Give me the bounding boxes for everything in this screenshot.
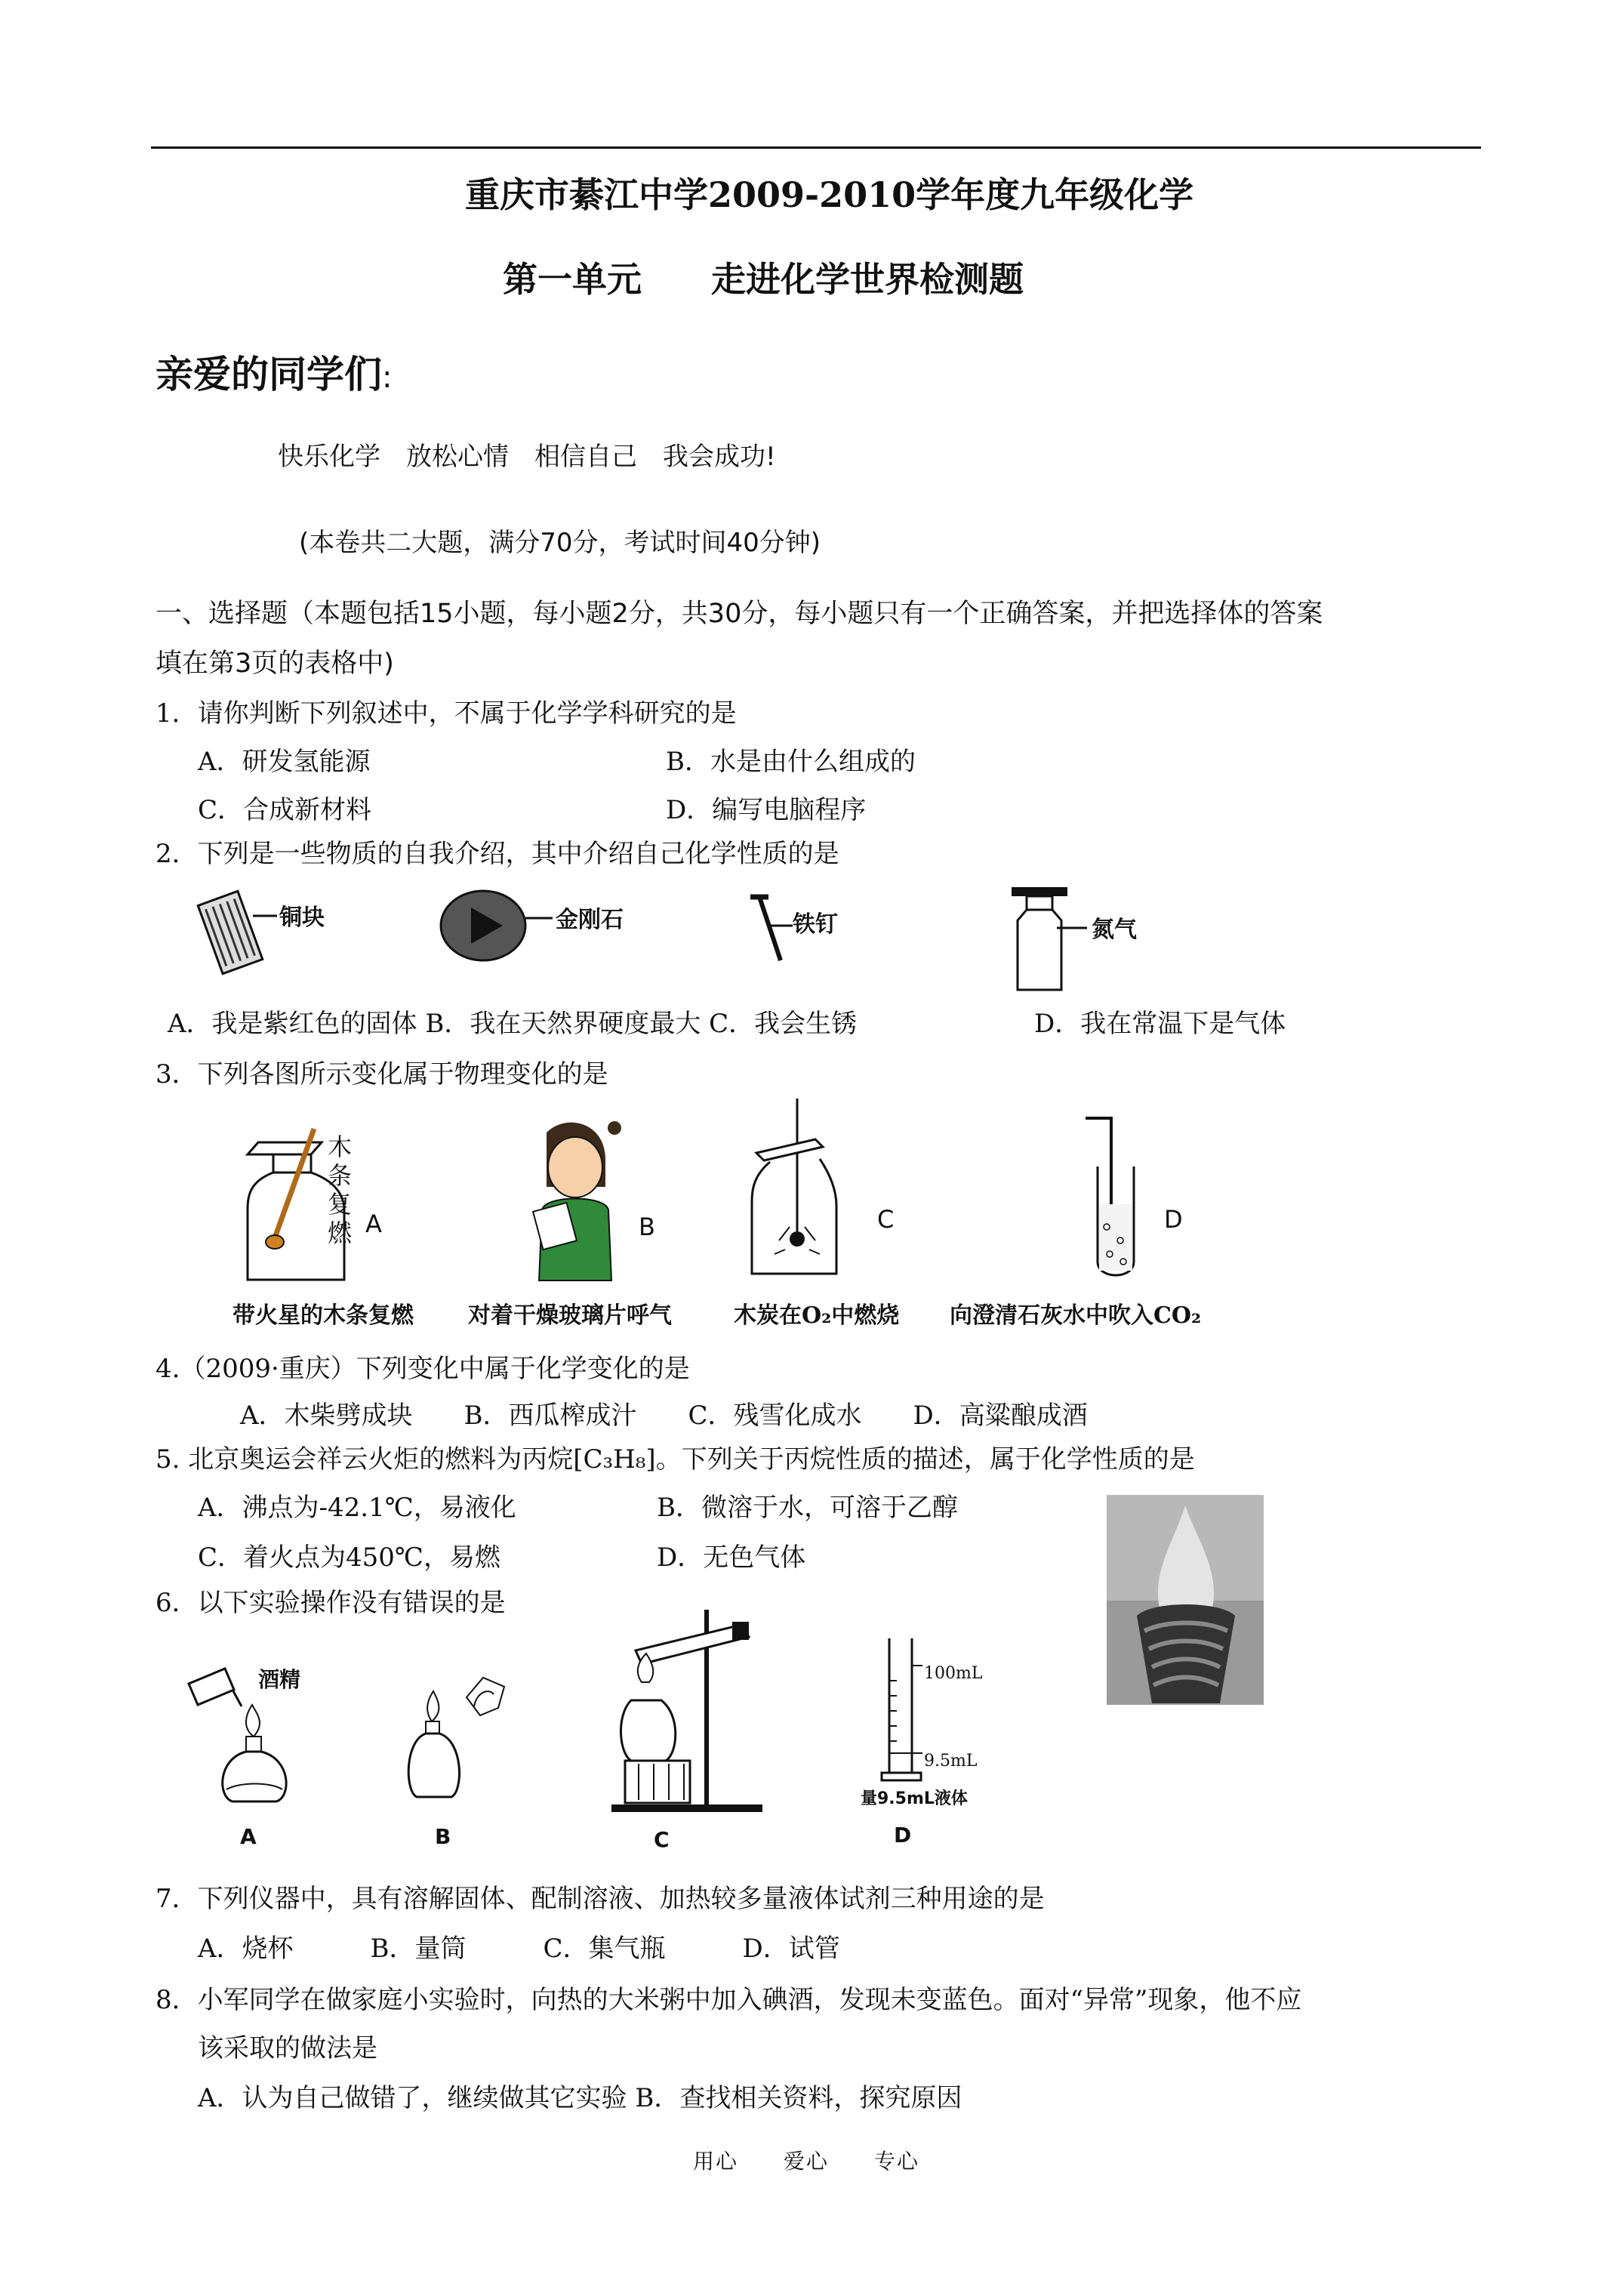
q5-option-d: D．无色气体 (657, 1542, 806, 1573)
iron-nail-label: 铁钉 (793, 911, 838, 938)
exam-title: 重庆市綦江中学2009-2010学年度九年级化学 (465, 174, 1194, 215)
exam-subtitle: 第一单元 走进化学世界检测题 (503, 259, 1024, 300)
q3-caption-d: 向澄清石灰水中吹入CO₂ (950, 1302, 1202, 1329)
q5-option-b: B．微溶于水，可溶于乙醇 (657, 1493, 958, 1523)
q1-option-b: B．水是由什么组成的 (666, 747, 916, 777)
lamp-lighting-figure (399, 1661, 512, 1804)
cylinder-mark-100: 100mL (924, 1664, 983, 1683)
cylinder-caption: 量9.5mL液体 (861, 1789, 968, 1808)
heating-tube-figure (608, 1610, 775, 1814)
greeting-text: 亲爱的同学们 (156, 353, 382, 396)
q5-stem: 5. 北京奥运会祥云火炬的燃料为丙烷[C₃H₈]。下列关于丙烷性质的描述，属于化学性质的是 (156, 1444, 1195, 1475)
diamond-figure (438, 882, 566, 972)
greeting-colon: : (382, 360, 393, 395)
nitrogen-bottle-figure (1012, 887, 1102, 993)
q7-stem: 7．下列仪器中，具有溶解固体、配制溶液、加热较多量液体试剂三种用途的是 (156, 1884, 1045, 1914)
q6-figure-letter-d: D (894, 1823, 912, 1848)
q2-stem: 2．下列是一些物质的自我介绍，其中介绍自己化学性质的是 (156, 839, 839, 869)
page-footer: 用心 爱心 专心 (693, 2149, 920, 2174)
section1-heading-cont: 填在第3页的表格中) (156, 649, 394, 679)
q6-stem: 6．以下实验操作没有错误的是 (156, 1588, 506, 1618)
q3-figure-letter-c: C (877, 1205, 895, 1234)
charcoal-jar-figure (747, 1099, 845, 1280)
cylinder-mark-9-5: 9.5mL (924, 1752, 978, 1771)
q6-figure-letter-b: B (435, 1824, 451, 1849)
q1-stem: 1．请你判断下列叙述中，不属于化学学科研究的是 (156, 698, 737, 729)
copper-label: 铜块 (279, 905, 325, 931)
header-rule (151, 146, 1481, 149)
q8-stem-cont: 该采取的做法是 (198, 2033, 377, 2063)
q4-options: A．木柴劈成块 B．西瓜榨成汁 C．残雪化成水 D．高粱酿成酒 (240, 1401, 1088, 1431)
q3-figure-letter-b: B (639, 1213, 655, 1241)
limewater-tube-figure (1081, 1114, 1149, 1280)
diamond-label: 金刚石 (556, 907, 624, 933)
q3-caption-b: 对着干燥玻璃片呼气 (468, 1302, 672, 1329)
torch-photo (1107, 1495, 1264, 1705)
q3-figure-letter-d: D (1164, 1205, 1183, 1234)
alcohol-label: 酒精 (258, 1667, 301, 1692)
greeting-salutation (156, 350, 392, 402)
q3-caption-a: 带火星的木条复燃 (233, 1302, 414, 1329)
q5-option-c: C．着火点为450℃，易燃 (198, 1542, 500, 1573)
exam-info: (本卷共二大题，满分70分，考试时间40分钟) (299, 528, 821, 558)
q3-stem: 3．下列各图所示变化属于物理变化的是 (156, 1059, 608, 1089)
nitrogen-label: 氮气 (1092, 917, 1137, 943)
q4-stem: 4.（2009·重庆）下列变化中属于化学变化的是 (156, 1354, 690, 1384)
girl-breathing-figure (521, 1117, 634, 1284)
splint-side-text: 木条复燃 (328, 1133, 353, 1247)
motto: 快乐化学 放松心情 相信自己 我会成功! (278, 442, 776, 472)
q2-option-d: D．我在常温下是气体 (1034, 1009, 1286, 1039)
q6-figure-letter-c: C (654, 1827, 670, 1852)
q8-options: A．认为自己做错了，继续做其它实验 B．查找相关资料，探究原因 (198, 2083, 962, 2113)
q8-stem: 8．小军同学在做家庭小实验时，向热的大米粥中加入碘酒，发现未变蓝色。面对“异常”现象，他不应 (156, 1985, 1302, 2015)
graduated-cylinder-figure (877, 1635, 930, 1783)
q3-figure-letter-a: A (365, 1210, 382, 1238)
q7-options: A．烧杯 B．量筒 C．集气瓶 D．试管 (198, 1934, 840, 1964)
section1-heading: 一、选择题（本题包括15小题，每小题2分，共30分，每小题只有一个正确答案，并把选择体的答案 (156, 599, 1323, 629)
q5-option-a: A．沸点为-42.1℃，易液化 (198, 1493, 516, 1523)
q1-option-c: C．合成新材料 (198, 795, 372, 825)
q1-option-a: A．研发氢能源 (198, 747, 371, 777)
q6-figure-letter-a: A (240, 1824, 257, 1849)
q1-option-d: D．编写电脑程序 (666, 795, 867, 825)
q3-caption-c: 木炭在O₂中燃烧 (734, 1302, 900, 1329)
q2-options-abc: A．我是紫红色的固体 B．我在天然界硬度最大 C．我会生锈 (168, 1009, 858, 1039)
